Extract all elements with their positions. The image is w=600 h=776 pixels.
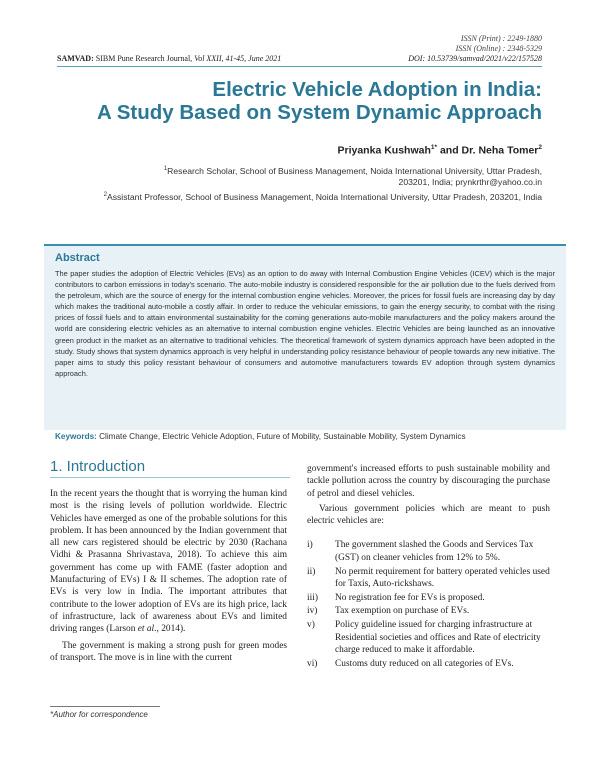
affil-2-line-1: Assistant Professor, School of Business Management, Noida International University, Uttar Pradesh, 203201, India	[106, 191, 542, 202]
journal-doi: DOI: 10.53739/samvad/2021/v22/157528	[408, 54, 542, 63]
affil-1-line-2: 203201, India; prynkrthr@yahoo.co.in	[398, 177, 542, 188]
journal-volume: Vol XXII, 41-45, June 2021	[194, 54, 282, 63]
author-1-sup: 1*	[430, 144, 438, 151]
body-column-left	[50, 488, 287, 664]
list-item-number: iv)	[307, 606, 318, 617]
affil-1-sup: 1	[163, 166, 168, 172]
journal-name: SAMVAD:	[57, 54, 94, 63]
list-item-text: No permit requirement for battery operated vehicles used for Taxis, Auto-rickshaws.	[335, 566, 550, 589]
abstract-text: The paper studies the adoption of Electric Vehicles (EVs) as an option to do away with Internal Combustion Engine Vehicles (ICEV) which is the major contributors to carbon emissions in today's scenario. The auto-mobile industry is considered responsible for the air pollution due to the fuels derived from the petroleum, which are the source of energy for the internal combustion engine vehicles. Moreover, the prices for fossil fuels are increasing day by day which makes the traditional auto-mobile a costly affair. In order to reduce the vehicular emissions, to gain the energy security, to combat with the rising prices of fossil fuels and to attain environmental sustainability for the coming generations auto-mobile manufacturers and the policy makers around the world are considering electric vehicles as an alternative to internal combustion engine vehicles. Electric Vehicles are being launched as an innovative green product in the market as an alternative to traditional vehicles. The theoretical framework of system dynamics approach have been adopted in the study. Study shows that system dynamics approach is very helpful in understanding policy resistance behaviour of people towards any new initiative. The paper aims to study this policy resistant behaviour of consumers and automotive manufacturers towards EV adoption through system dynamics approach.	[55, 269, 555, 378]
list-item-text: Customs duty reduced on all categories of EVs.	[335, 658, 514, 669]
paper-title	[57, 78, 542, 124]
list-item-text: The government slashed the Goods and Services Tax (GST) on cleaner vehicles from 12% to 5%.	[335, 540, 534, 563]
intro-p1-text: In the recent years the thought that is worrying the human kind most is the rising levels of pollution worldwide. Electric Vehicles have emerged as one of the probable solutions for this problem. It has been announced by the Indian government that all new cars registered should be electric by 2030 (Rachana Vidhi & Prasanna Shrivastava, 2018). To achieve this aim government has come up with FAME (faster adoption and Manufacturing of EVs) I & II schemes. The adoption rate of EVs is very low in India. The important attributes that contribute to the lower adoption of EVs are its high price, lack of infrastructure, lack of awareness about EVs and limited driving ranges (Larson	[50, 489, 287, 635]
author-1: Priyanka Kushwah	[337, 144, 431, 157]
author-2-sup: 2	[538, 144, 542, 151]
keywords-text: Climate Change, Electric Vehicle Adoption, Future of Mobility, Sustainable Mobility, System Dynamics	[96, 432, 466, 441]
body-column-right	[307, 463, 550, 671]
list-item-number: v)	[307, 620, 315, 631]
list-item-text: Tax exemption on purchase of EVs.	[335, 606, 470, 617]
affiliation-2	[40, 190, 542, 203]
list-item	[307, 592, 550, 604]
list-item-number: ii)	[307, 566, 316, 577]
affiliation-1	[40, 164, 542, 189]
list-item	[307, 605, 550, 617]
list-item-number: vi)	[307, 658, 318, 669]
list-item	[307, 539, 550, 564]
journal-title: SIBM Pune Research Journal,	[93, 54, 195, 63]
author-line	[338, 144, 543, 157]
issn-block	[456, 34, 542, 54]
section-heading-introduction: 1. Introduction	[50, 458, 290, 478]
intro-paragraph-4: Various government policies which are meant to push electric vehicles are:	[307, 503, 550, 527]
journal-header	[57, 54, 542, 67]
title-line-2: A Study Based on System Dynamic Approach	[96, 101, 542, 124]
list-item-text: Policy guideline issued for charging infrastructure at Residential societies and offices and Rate of electricity charge reduced to make it affordable.	[335, 620, 541, 655]
intro-p1-etal: et al	[137, 624, 155, 635]
author-connector: and	[437, 144, 462, 157]
list-item	[307, 658, 550, 670]
list-item	[307, 619, 550, 656]
abstract-box	[44, 244, 566, 430]
affil-1-line-1: Research Scholar, School of Business Management, Noida International University, Uttar Pradesh,	[167, 165, 542, 176]
journal-citation	[57, 54, 281, 63]
list-item-number: i)	[307, 540, 313, 551]
keywords-label: Keywords:	[55, 432, 97, 441]
keywords	[55, 432, 466, 441]
list-item-number: iii)	[307, 592, 318, 603]
intro-paragraph-2: The government is making a strong push for green modes of transport. The move is in line with the current	[50, 640, 287, 663]
list-item	[307, 566, 550, 591]
list-item-text: No registration fee for EVs is proposed.	[335, 592, 485, 603]
intro-paragraph-3: government's increased efforts to push sustainable mobility and tackle pollution across the country by discouraging the purchase of petrol and diesel vehicles.	[307, 464, 550, 499]
issn-print: ISSN (Print) : 2249-1880	[460, 34, 542, 43]
intro-p1-end: ., 2014).	[154, 624, 186, 635]
title-line-1: Electric Vehicle Adoption in India:	[212, 78, 542, 101]
affil-2-sup: 2	[103, 192, 107, 198]
issn-online: ISSN (Online) : 2348-5329	[455, 44, 542, 53]
intro-paragraph-1	[50, 488, 287, 636]
footnote-divider	[50, 706, 160, 707]
footnote: *Author for correspondence	[50, 710, 148, 719]
policy-list	[307, 539, 550, 669]
abstract-heading: Abstract	[55, 252, 100, 264]
author-2: Dr. Neha Tomer	[461, 144, 539, 157]
